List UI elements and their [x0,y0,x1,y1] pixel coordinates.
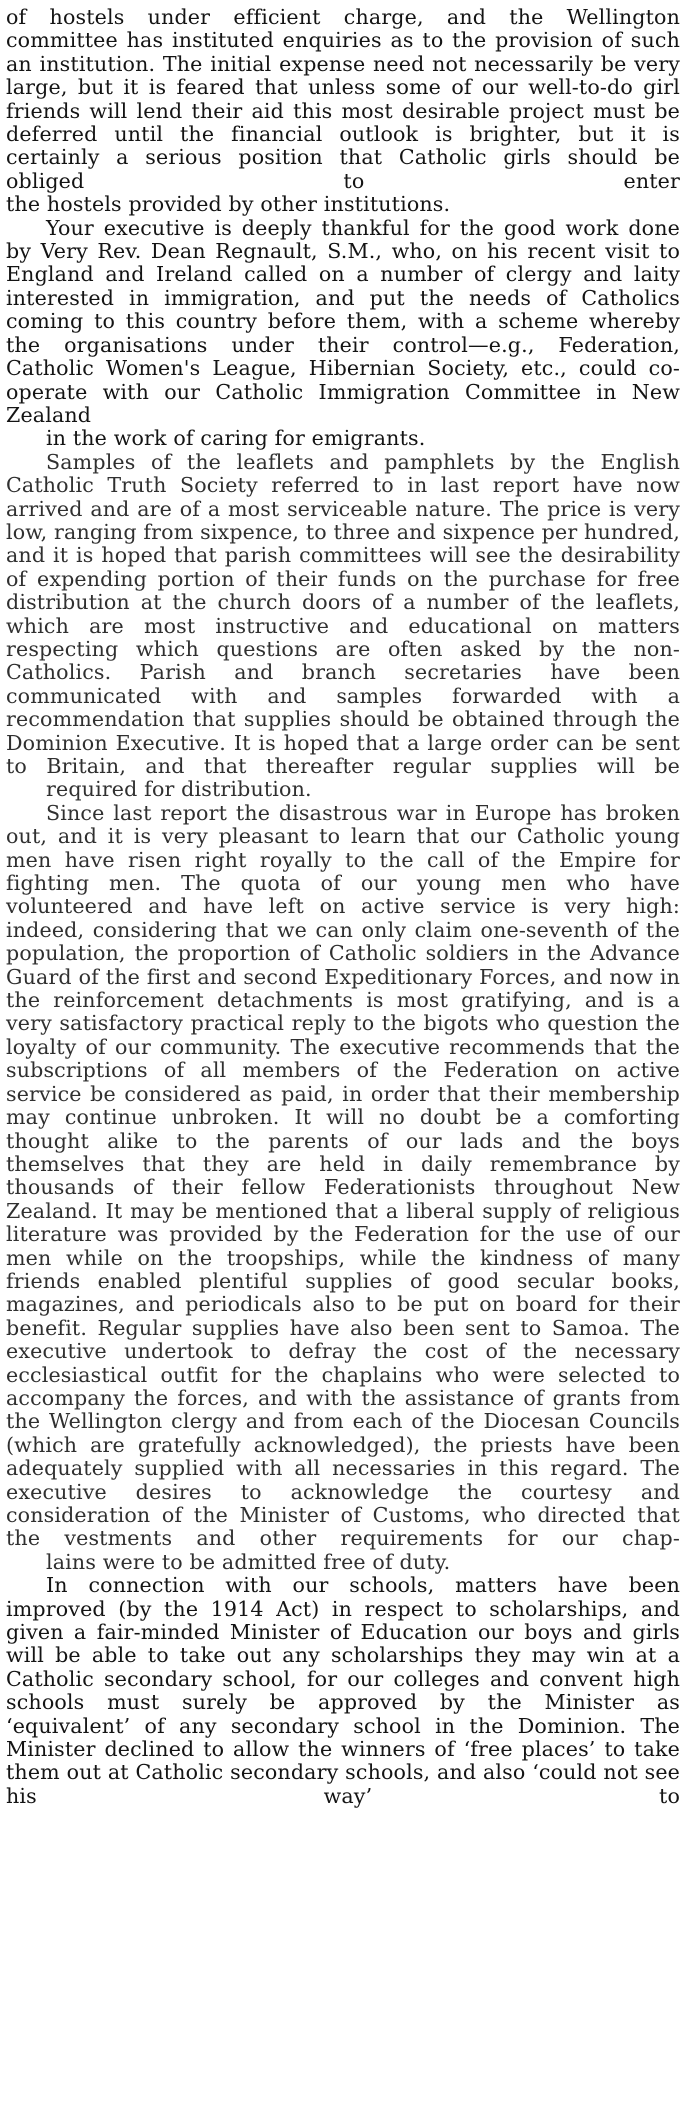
paragraph-immigration [6,217,680,451]
paragraph-hostels-body: of hostels under efficient charge, and the Wellington committee has instituted enquiries as to the provision of such an institution. The initial expense need not necessarily be very large, but it is feared that unless some of our well-to-do girl friends will lend their aid this most desirable project must be deferred until the financial outlook is brighter, but it is certainly a serious position that Catholic girls should be obliged to enter [6,5,680,193]
paragraph-hostels [6,6,680,217]
paragraph-war-last-line: lains were to be admitted free of duty. [46,1549,451,1574]
paragraph-immigration-body: Your executive is deeply thankful for the good work done by Very Rev. Dean Regnault, S.M., who, on his recent visit to England and Ireland called on a number of clergy and laity interested in immigration, and put the needs of Catholics coming to this country before them, with a scheme whereby the organisations under their control—e.g., Federation, Catholic Women's League, Hibernian Society, etc., could co-operate with our Catholic Immigration Committee in New Zealand [6,215,680,427]
paragraph-immigration-last-line: in the work of caring for emigrants. [46,426,426,451]
paragraph-leaflets-last-line: required for distribution. [46,777,312,802]
paragraph-hostels-last-line: the hostels provided by other institutions. [6,192,451,217]
paragraph-war [6,802,680,1574]
paragraph-leaflets-body: Samples of the leaflets and pamphlets by the English Catholic Truth Society referred to in last report have now arrived and are of a most serviceable nature. The price is very low, ranging from sixpence, to three and sixpence per hundred, and it is hoped that parish committees will see the desirability of expending portion of their funds on the purchase for free distribution at the church doors of a number of the leaflets, which are most instructive and educational on matters respecting which questions are often asked by the non-Catholics. Parish and branch secretaries have been communicated with and samples forwarded with a recommendation that supplies should be obtained through the Dominion Executive. It is hoped that a large order can be sent to Britain, and that thereafter regular supplies will be [6,449,680,778]
paragraph-schools [6,1574,680,1808]
paragraph-war-body: Since last report the disastrous war in Europe has broken out, and it is very pleasant to learn that our Catholic young men have risen right royally to the call of the Empire for fighting men. The quota of our young men who have volunteered and have left on active service is very high: indeed, considering that we can only claim one-seventh of the population, the proportion of Catholic soldiers in the Advance Guard of the first and second Expeditionary Forces, and now in the reinforcement detachments is most gratifying, and is a very satisfactory practical reply to the bigots who question the loyalty of our community. The executive recommends that the subscriptions of all members of the Federation on active service be considered as paid, in order that their membership may continue unbroken. It will no doubt be a comforting thought alike to the parents of our lads and the boys themselves that they are held in daily remembrance by thousands of their fellow Federationists throughout New Zealand. It may be mentioned that a liberal supply of religious literature was provided by the Federation for the use of our men while on the troopships, while the kindness of many friends enabled plentiful supplies of good secular books, magazines, and periodicals also to be put on board for their benefit. Regular supplies have also been sent to Samoa. The executive undertook to defray the cost of the necessary ecclesiastical outfit for the chaplains who were selected to accompany the forces, and with the assistance of grants from the Wellington clergy and from each of the Diocesan Councils (which are gratefully acknowledged), the priests have been adequately supplied with all necessaries in this regard. The executive desires to acknowledge the courtesy and consideration of the Minister of Customs, who directed that the vestments and other requirements for our chap- [6,800,680,1551]
paragraph-schools-body: In connection with our schools, matters have been improved (by the 1914 Act) in respect to scholarships, and given a fair-minded Minister of Education our boys and girls will be able to take out any scholarships they may win at a Catholic secondary school, for our colleges and convent high schools must surely be approved by the Minister as ‘equivalent’ of any secondary school in the Dominion. The Minister declined to allow the winners of ‘free places’ to take them out at Catholic secondary schools, and also ‘could not see his way’ to [6,1573,680,1808]
paragraph-leaflets [6,451,680,802]
